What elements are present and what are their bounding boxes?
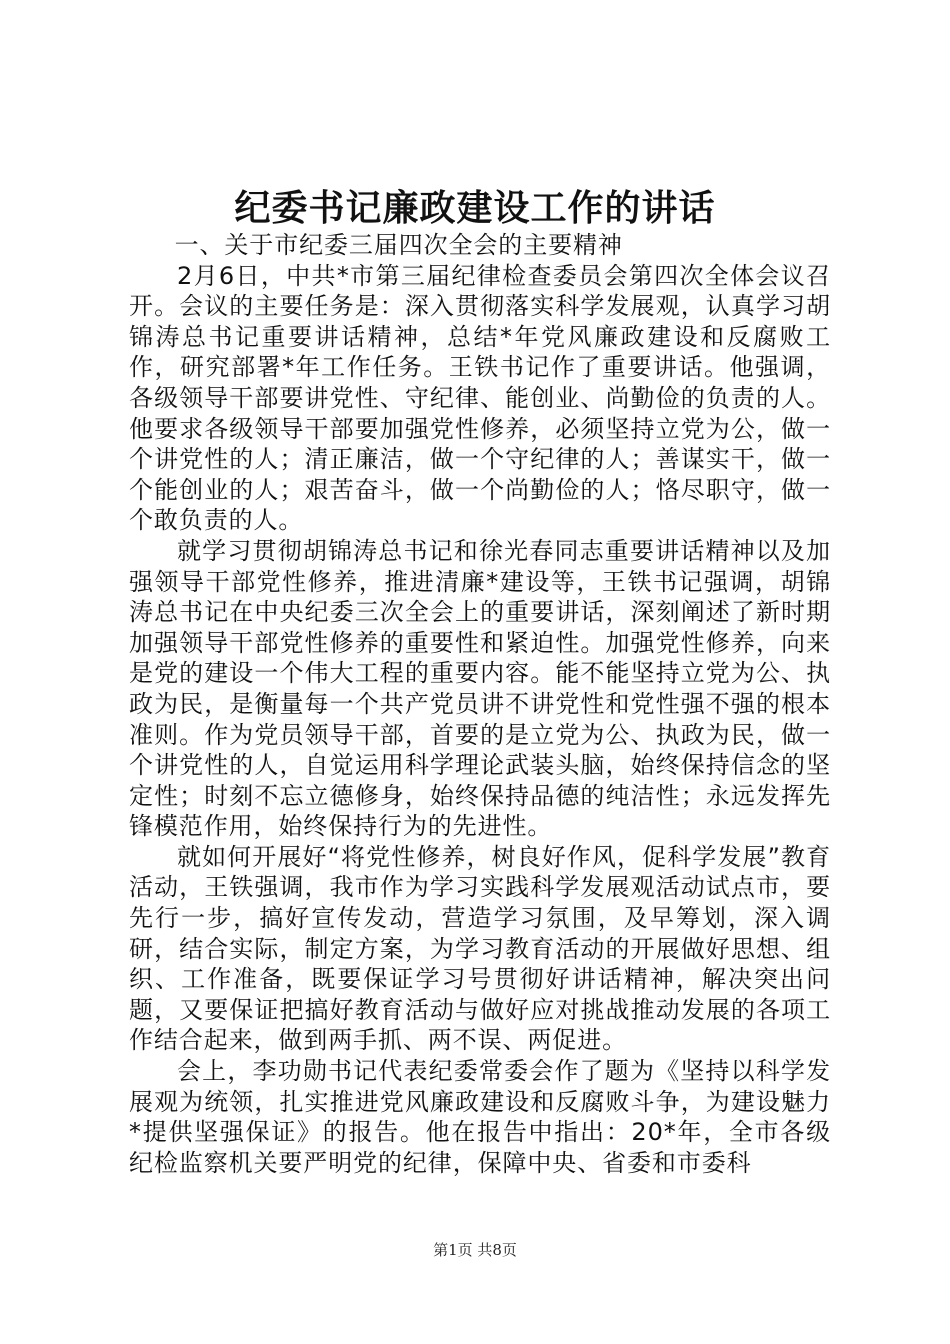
document-title: 纪委书记廉政建设工作的讲话 <box>234 187 716 229</box>
paragraph: 就如何开展好“将党性修养，树良好作风，促科学发展”教育活动，王铁强调，我市作为学习实践科学发展观活动试点市，要先行一步，搞好宣传发动，营造学习氛围，及早筹划，深入调研，结合实际，制定方案，为学习教育活动的开展做好思想、组织、工作准备，既要保证学习号贯彻好讲话精神，解决突出问题，又要保证把搞好教育活动与做好应对挑战推动发展的各项工作结合起来，做到两手抓、两不误、两促进。 <box>129 842 831 1055</box>
page-number-footer: 第1页 共8页 <box>433 1241 517 1259</box>
paragraph: 就学习贯彻胡锦涛总书记和徐光春同志重要讲话精神以及加强领导干部党性修养，推进清廉*建设等，王铁书记强调，胡锦涛总书记在中央纪委三次全会上的重要讲话，深刻阐述了新时期加强领导干部党性修养的重要性和紧迫性。加强党性修养，向来是党的建设一个伟大工程的重要内容。能不能坚持立党为公、执政为民，是衡量每一个共产党员讲不讲党性和党性强不强的根本准则。作为党员领导干部，首要的是立党为公、执政为民，做一个讲党性的人，自觉运用科学理论武装头脑，始终保持信念的坚定性；时刻不忘立德修身，始终保持品德的纯洁性；永远发挥先锋模范作用，始终保持行为的先进性。 <box>129 536 831 841</box>
document-body <box>129 230 831 1178</box>
paragraph: 会上，李功勋书记代表纪委常委会作了题为《坚持以科学发展观为统领，扎实推进党风廉政建设和反腐败斗争，为建设魅力*提供坚强保证》的报告。他在报告中指出：20*年，全市各级纪检监察机关要严明党的纪律，保障中央、省委和市委科 <box>129 1057 831 1177</box>
paragraph: 2月6日，中共*市第三届纪律检查委员会第四次全体会议召开。会议的主要任务是：深入贯彻落实科学发展观，认真学习胡锦涛总书记重要讲话精神，总结*年党风廉政建设和反腐败工作，研究部署*年工作任务。王铁书记作了重要讲话。他强调，各级领导干部要讲党性、守纪律、能创业、尚勤俭的负责的人。他要求各级领导干部要加强党性修养，必须坚持立党为公，做一个讲党性的人；清正廉洁，做一个守纪律的人；善谋实干，做一个能创业的人；艰苦奋斗，做一个尚勤俭的人；恪尽职守，做一个敢负责的人。 <box>129 261 831 535</box>
section-heading: 一、关于市纪委三届四次全会的主要精神 <box>174 231 623 259</box>
